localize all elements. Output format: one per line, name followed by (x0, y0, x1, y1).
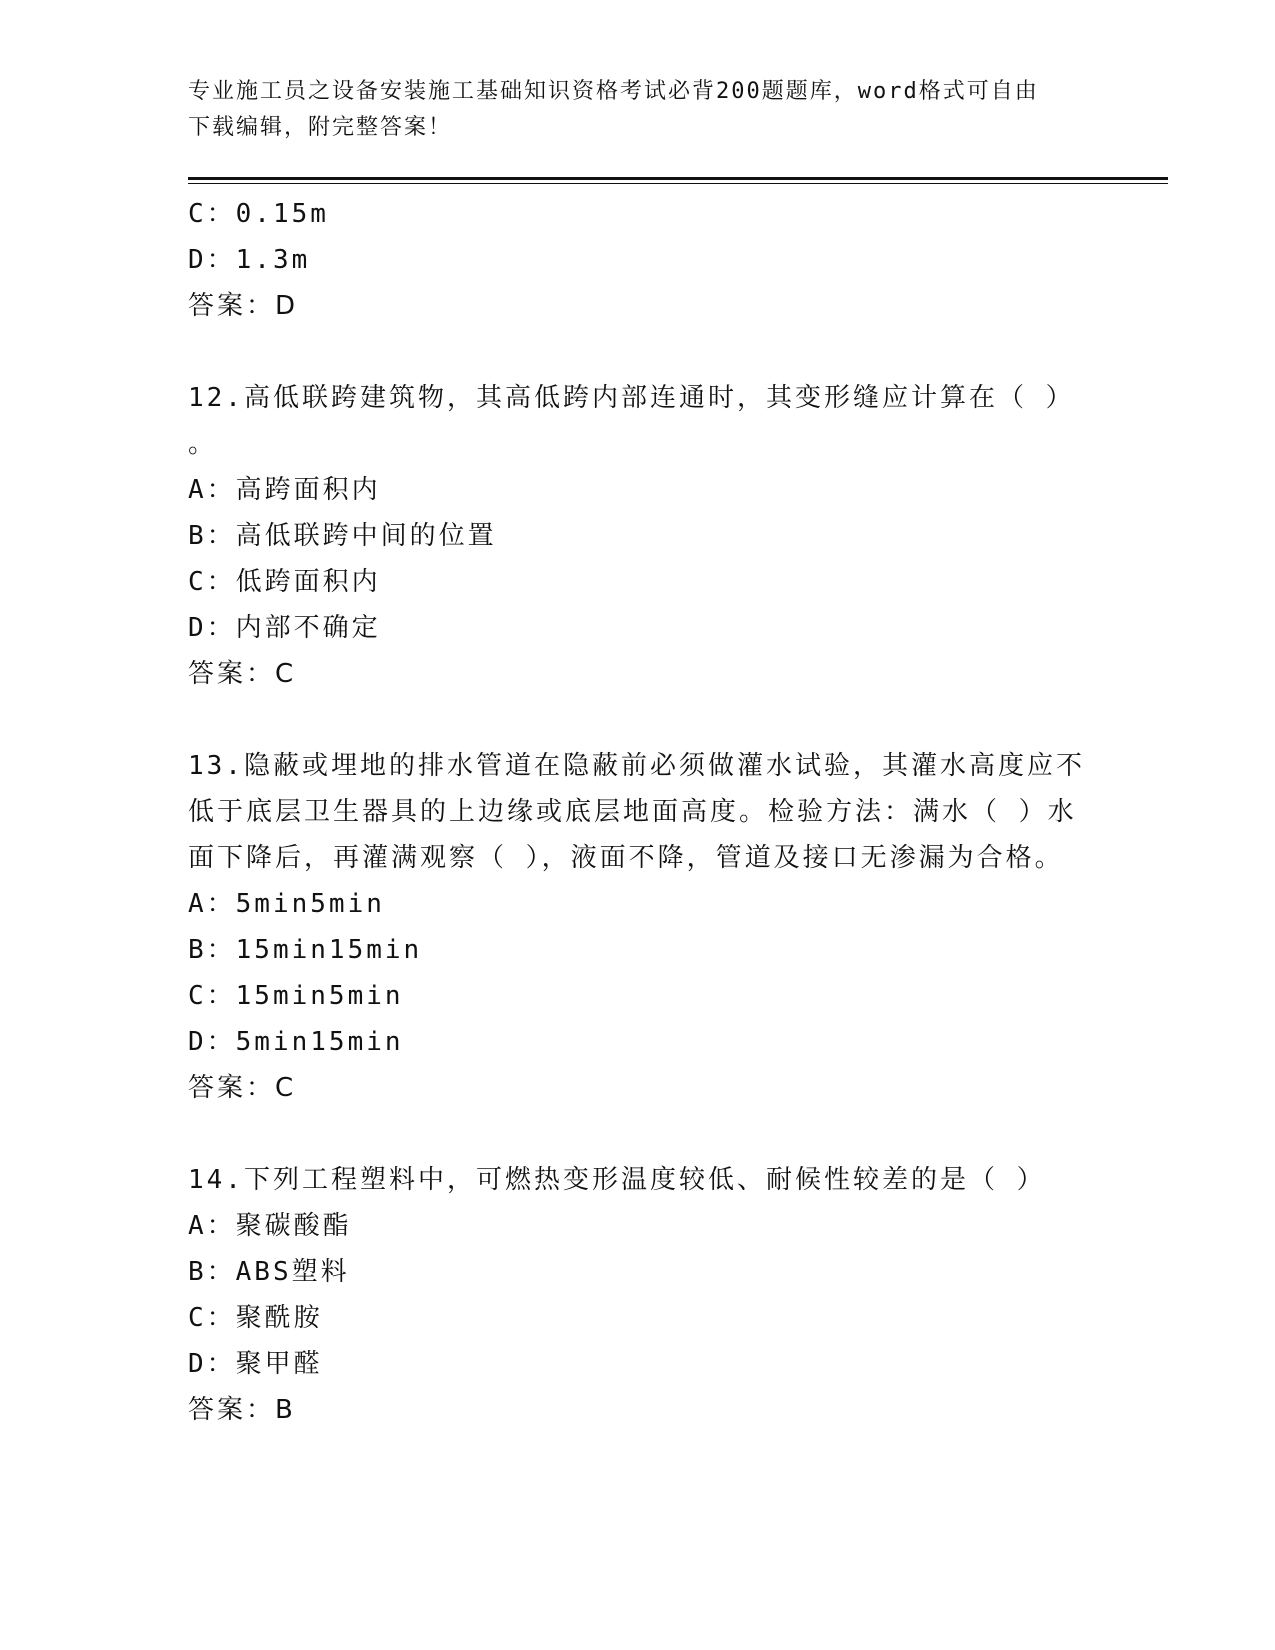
question-list (188, 191, 1088, 1433)
question-14 (188, 1157, 1088, 1433)
document-header (188, 74, 1088, 146)
option-a: A：高跨面积内 (188, 475, 381, 505)
question-stem-line: 。 (188, 429, 218, 459)
answer-line: 答案：B (188, 1395, 296, 1425)
option-d: D：5min15min (188, 1027, 404, 1057)
option-c: C：低跨面积内 (188, 567, 381, 597)
option-b: B：15min15min (188, 935, 423, 965)
question-stem-line: 低于底层卫生器具的上边缘或底层地面高度。检验方法：满水（ ）水 (188, 797, 1077, 827)
question-11-tail (188, 191, 1088, 329)
answer-line: 答案：C (188, 1073, 297, 1103)
option-c: C：0.15m (188, 199, 329, 229)
header-divider-thick (188, 177, 1168, 180)
question-13 (188, 743, 1088, 1111)
option-c: C：聚酰胺 (188, 1303, 323, 1333)
question-stem-line: 面下降后，再灌满观察（ ），液面不降，管道及接口无渗漏为合格。 (188, 843, 1064, 873)
option-b: B：ABS塑料 (188, 1257, 350, 1287)
option-a: A：聚碳酸酯 (188, 1211, 352, 1241)
option-d: D：1.3m (188, 245, 311, 275)
option-b: B：高低联跨中间的位置 (188, 521, 497, 551)
spacer (188, 329, 1088, 375)
option-d: D：内部不确定 (188, 613, 381, 643)
option-a: A：5min5min (188, 889, 385, 919)
spacer (188, 1111, 1088, 1157)
question-stem-line: 13.隐蔽或埋地的排水管道在隐蔽前必须做灌水试验，其灌水高度应不 (188, 751, 1085, 781)
question-stem-line: 12.高低联跨建筑物，其高低跨内部连通时，其变形缝应计算在（ ） (188, 383, 1075, 413)
answer-line: 答案：C (188, 659, 297, 689)
question-stem-line: 14.下列工程塑料中，可燃热变形温度较低、耐候性较差的是（ ） (188, 1165, 1046, 1195)
header-line-1: 专业施工员之设备安装施工基础知识资格考试必背200题题库，word格式可自由 (188, 79, 1039, 104)
header-line-2: 下载编辑，附完整答案！ (188, 115, 453, 140)
answer-line: 答案：D (188, 291, 299, 321)
header-divider-thin (188, 183, 1168, 184)
option-d: D：聚甲醛 (188, 1349, 323, 1379)
option-c: C：15min5min (188, 981, 404, 1011)
question-12 (188, 375, 1088, 697)
spacer (188, 697, 1088, 743)
